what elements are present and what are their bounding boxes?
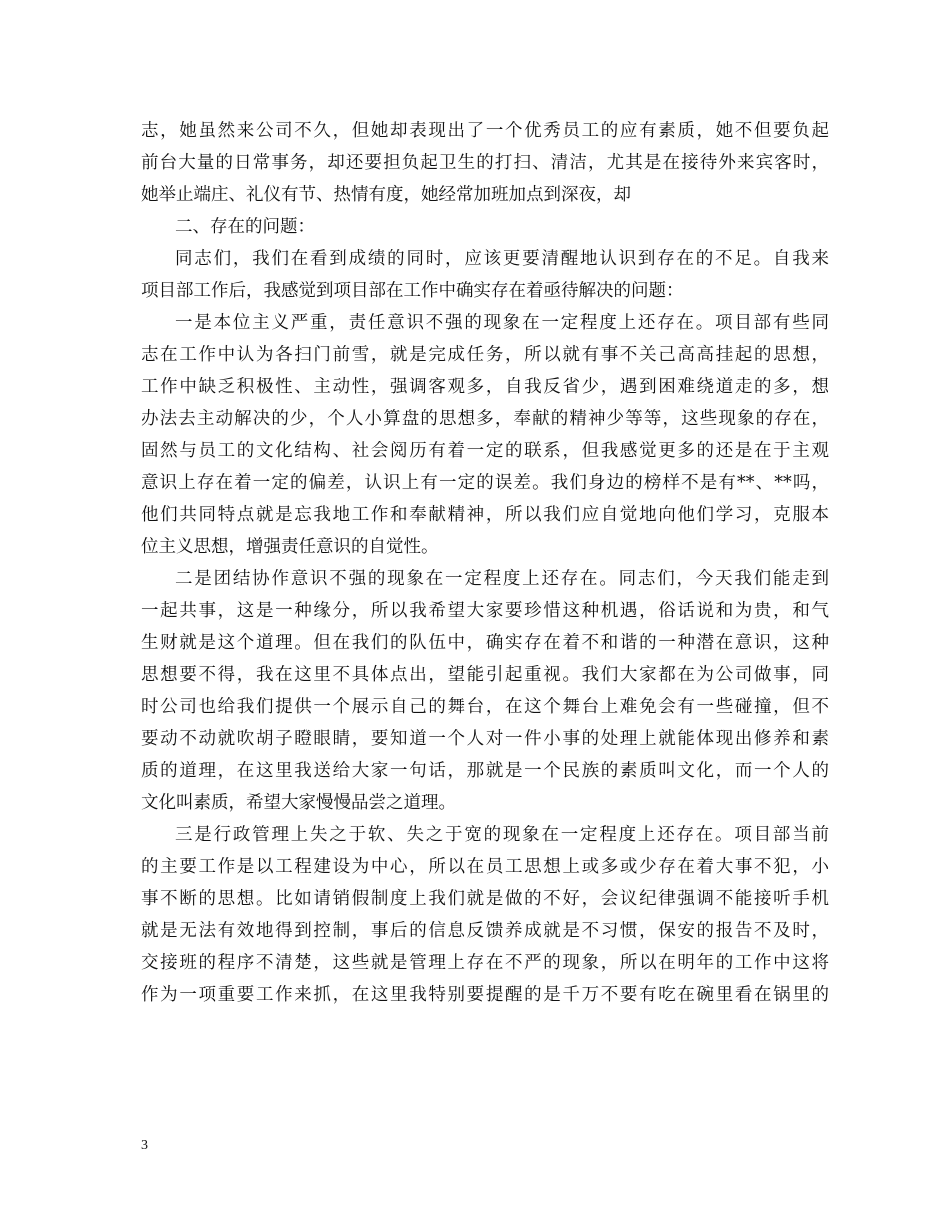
text-line: 固然与员工的文化结构、社会阅历有着一定的联系，但我感觉更多的还是在于主观 bbox=[141, 441, 829, 461]
text-line: 办法去主动解决的少，个人小算盘的思想多，奉献的精神少等等，这些现象的存在， bbox=[141, 409, 829, 429]
text-line: 志在工作中认为各扫门前雪，就是完成任务，所以就有事不关己高高挂起的思想， bbox=[141, 345, 829, 365]
text-line: 文化叫素质，希望大家慢慢品尝之道理。 bbox=[141, 793, 456, 813]
text-line: 二是团结协作意识不强的现象在一定程度上还存在。同志们，今天我们能走到 bbox=[175, 569, 829, 589]
text-line: 志，她虽然来公司不久，但她却表现出了一个优秀员工的应有素质，她不但要负起 bbox=[141, 121, 829, 141]
text-line: 同志们，我们在看到成绩的同时，应该更要清醒地认识到存在的不足。自我来 bbox=[175, 249, 829, 269]
text-line: 要动不动就吹胡子瞪眼睛，要知道一个人对一件小事的处理上就能体现出修养和素 bbox=[141, 729, 829, 749]
text-line: 她举止端庄、礼仪有节、热情有度，她经常加班加点到深夜，却 bbox=[141, 185, 631, 205]
text-line: 作为一项重要工作来抓，在这里我特别要提醒的是千万不要有吃在碗里看在锅里的 bbox=[141, 985, 829, 1005]
page-number: 3 bbox=[141, 1138, 148, 1153]
text-line: 意识上存在着一定的偏差，认识上有一定的误差。我们身边的榜样不是有**、**吗， bbox=[141, 473, 829, 493]
text-line: 就是无法有效地得到控制，事后的信息反馈养成就是不习惯，保安的报告不及时， bbox=[141, 921, 829, 941]
text-line: 三是行政管理上失之于软、失之于宽的现象在一定程度上还存在。项目部当前 bbox=[175, 825, 829, 845]
text-line: 思想要不得，我在这里不具体点出，望能引起重视。我们大家都在为公司做事，同 bbox=[141, 665, 829, 685]
text-line: 前台大量的日常事务，却还要担负起卫生的打扫、清洁，尤其是在接待外来宾客时， bbox=[141, 153, 829, 173]
text-line: 工作中缺乏积极性、主动性，强调客观多，自我反省少，遇到困难绕道走的多，想 bbox=[141, 377, 829, 397]
text-line: 的主要工作是以工程建设为中心，所以在员工思想上或多或少存在着大事不犯，小 bbox=[141, 857, 829, 877]
body-text bbox=[141, 115, 829, 1011]
text-line: 生财就是这个道理。但在我们的队伍中，确实存在着不和谐的一种潜在意识，这种 bbox=[141, 633, 829, 653]
text-line: 一起共事，这是一种缘分，所以我希望大家要珍惜这种机遇，俗话说和为贵，和气 bbox=[141, 601, 829, 621]
text-line: 时公司也给我们提供一个展示自己的舞台，在这个舞台上难免会有一些碰撞，但不 bbox=[141, 697, 829, 717]
text-line: 一是本位主义严重，责任意识不强的现象在一定程度上还存在。项目部有些同 bbox=[175, 313, 829, 333]
text-line: 项目部工作后，我感觉到项目部在工作中确实存在着亟待解决的问题： bbox=[141, 281, 684, 301]
text-line: 质的道理，在这里我送给大家一句话，那就是一个民族的素质叫文化，而一个人的 bbox=[141, 761, 829, 781]
text-line: 位主义思想，增强责任意识的自觉性。 bbox=[141, 537, 439, 557]
text-line: 二、存在的问题： bbox=[175, 217, 315, 237]
text-line: 事不断的思想。比如请销假制度上我们就是做的不好，会议纪律强调不能接听手机 bbox=[141, 889, 829, 909]
text-line: 交接班的程序不清楚，这些就是管理上存在不严的现象，所以在明年的工作中这将 bbox=[141, 953, 829, 973]
text-line: 他们共同特点就是忘我地工作和奉献精神，所以我们应自觉地向他们学习，克服本 bbox=[141, 505, 829, 525]
